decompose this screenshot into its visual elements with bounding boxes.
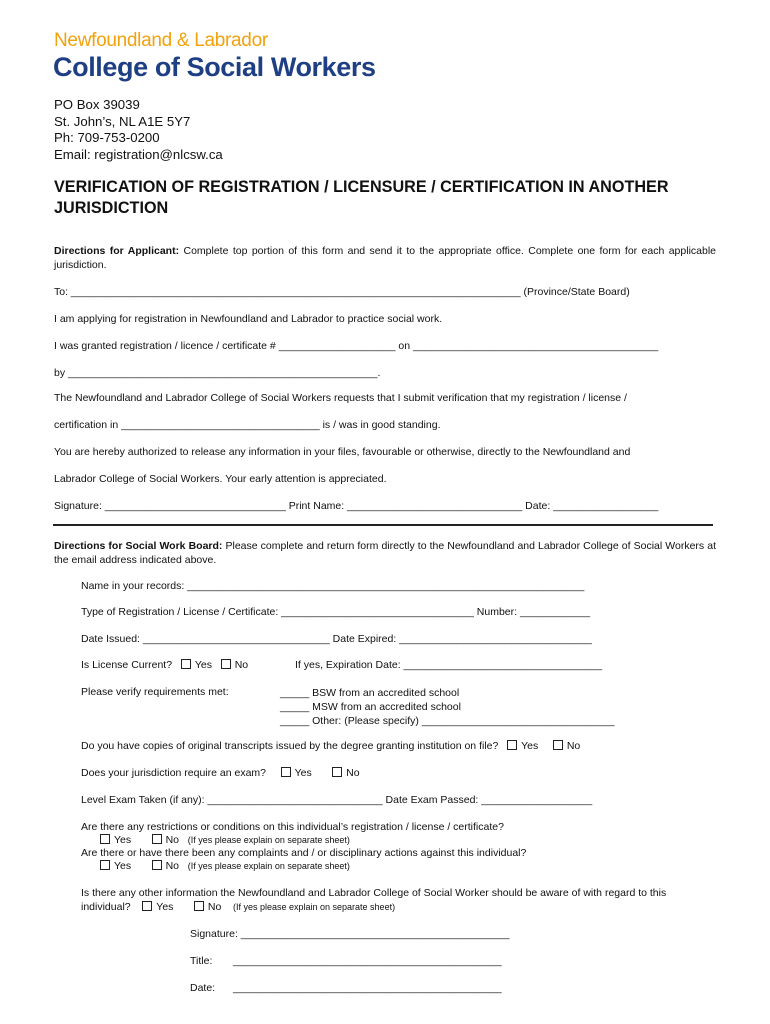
exam-question-row	[81, 767, 360, 779]
yes-checkbox[interactable]	[181, 659, 191, 669]
granted-field-line[interactable]: I was granted registration / licence / certificate # ____________________ on __________________________________________	[54, 340, 659, 352]
board-title-label: Title:	[190, 955, 213, 967]
expiration-date-field[interactable]: If yes, Expiration Date: __________________________________	[295, 659, 603, 671]
explain-note: (If yes please explain on separate sheet)	[232, 902, 396, 912]
transcripts-question: Do you have copies of original transcripts issued by the degree granting institution on file?	[81, 740, 499, 752]
no-checkbox[interactable]	[152, 860, 162, 870]
restrictions-question: Are there any restrictions or conditions on this individual’s registration / license / certificate?	[81, 821, 504, 833]
to-field-line[interactable]: To: _____________________________________________________________________________ (Province/State Board)	[54, 286, 630, 298]
yes-label: Yes	[156, 901, 174, 913]
yes-checkbox[interactable]	[142, 901, 152, 911]
applying-statement: I am applying for registration in Newfoundland and Labrador to practice social work.	[54, 313, 443, 325]
no-label: No	[566, 740, 581, 752]
no-checkbox[interactable]	[152, 834, 162, 844]
yes-checkbox[interactable]	[100, 860, 110, 870]
no-label: No	[165, 860, 179, 872]
address-line: PO Box 39039	[54, 97, 140, 112]
yes-label: Yes	[521, 740, 539, 752]
certification-field-line[interactable]: certification in __________________________________ is / was in good standing.	[54, 419, 441, 431]
explain-note: (If yes please explain on separate sheet)	[187, 861, 350, 871]
name-records-field[interactable]: Name in your records: ____________________________________________________________________	[81, 580, 585, 592]
other-info-answer-row	[81, 901, 395, 913]
no-checkbox[interactable]	[194, 901, 204, 911]
complaints-answer-row	[100, 860, 350, 872]
applicant-directions-text: Complete top portion of this form and send it to the appropriate office. Complete one form for each applicable jurisdiction.	[54, 245, 717, 271]
yes-label: Yes	[194, 659, 212, 671]
complaints-question: Are there or have there been any complaints and / or disciplinary actions against this individual?	[81, 847, 527, 859]
address-line: St. John’s, NL A1E 5Y7	[54, 113, 191, 129]
no-checkbox[interactable]	[221, 659, 231, 669]
requirement-bsw-field[interactable]: _____ BSW from an accredited school	[280, 687, 460, 699]
applicant-signature-line[interactable]: Signature: _______________________________ Print Name: ______________________________ Date: __________________	[54, 500, 659, 512]
page-title: VERIFICATION OF REGISTRATION / LICENSURE / CERTIFICATION IN ANOTHER JURISDICTION	[54, 178, 669, 217]
registration-type-field[interactable]: Type of Registration / License / Certificate: _________________________________ Number: ____________	[81, 606, 591, 618]
restrictions-answer-row	[100, 834, 350, 846]
requirements-list	[280, 686, 615, 728]
no-label: No	[207, 901, 222, 913]
board-date-field[interactable]: ______________________________________________	[233, 982, 502, 994]
license-current-row	[81, 659, 248, 671]
section-divider	[53, 524, 713, 526]
no-label: No	[165, 834, 179, 846]
yes-checkbox[interactable]	[100, 834, 110, 844]
applicant-directions-label: Directions for Applicant:	[54, 245, 180, 257]
requirement-msw-field[interactable]: _____ MSW from an accredited school	[280, 701, 461, 713]
license-current-label: Is License Current?	[81, 659, 173, 671]
no-label: No	[346, 767, 360, 779]
yes-label: Yes	[294, 767, 312, 779]
address-block	[54, 97, 223, 163]
yes-label: Yes	[114, 860, 132, 872]
logo-org-line1: Newfoundland & Labrador	[54, 30, 268, 51]
board-directions-text: Please complete and return form directly to the Newfoundland and Labrador College of Social Workers at the email address indicated above.	[54, 540, 716, 566]
exam-level-field[interactable]: Level Exam Taken (if any): ______________________________ Date Exam Passed: ___________________	[81, 794, 593, 806]
board-signature-field[interactable]: Signature: ______________________________________________	[190, 928, 510, 940]
address-email: Email: registration@nlcsw.ca	[54, 146, 223, 162]
exam-question: Does your jurisdiction require an exam?	[81, 767, 267, 779]
no-checkbox[interactable]	[332, 767, 342, 777]
applicant-directions	[54, 245, 716, 272]
transcripts-question-row	[81, 740, 580, 752]
request-statement: The Newfoundland and Labrador College of Social Workers requests that I submit verification that my registration / license /	[54, 392, 627, 404]
explain-note: (If yes please explain on separate sheet)	[187, 835, 350, 845]
authorize-statement-2: Labrador College of Social Workers. Your early attention is appreciated.	[54, 473, 387, 485]
board-directions	[54, 540, 716, 567]
board-directions-label: Directions for Social Work Board:	[54, 540, 223, 552]
yes-checkbox[interactable]	[507, 740, 517, 750]
address-line: Ph: 709-753-0200	[54, 130, 160, 145]
board-date-label: Date:	[190, 982, 216, 994]
logo-org-line2: College of Social Workers	[53, 52, 376, 82]
date-issued-expired-field[interactable]: Date Issued: ________________________________ Date Expired: _________________________________	[81, 633, 592, 645]
other-info-question: Is there any other information the Newfoundland and Labrador College of Social Worker should be aware of with regard to this	[81, 887, 667, 899]
authorize-statement-1: You are hereby authorized to release any information in your files, favourable or otherwise, directly to the Newfoundland and	[54, 446, 631, 458]
no-checkbox[interactable]	[553, 740, 563, 750]
other-info-question-end: individual?	[81, 901, 131, 913]
no-label: No	[234, 659, 249, 671]
yes-checkbox[interactable]	[281, 767, 291, 777]
requirement-other-field[interactable]: _____ Other: (Please specify) _________________________________	[280, 715, 615, 727]
by-field-line[interactable]: by _____________________________________________________.	[54, 367, 381, 379]
requirements-label: Please verify requirements met:	[81, 686, 229, 698]
board-title-field[interactable]: ______________________________________________	[233, 955, 502, 967]
yes-label: Yes	[114, 834, 132, 846]
